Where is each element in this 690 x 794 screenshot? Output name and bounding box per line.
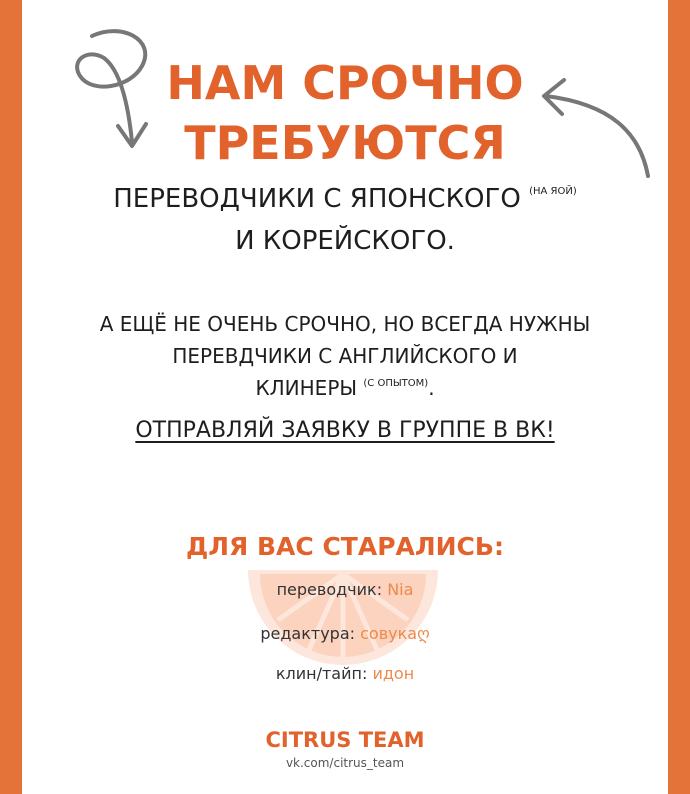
credit-cleaner <box>0 664 690 683</box>
urgent-line-2: И КОРЕЙСКОГО. <box>235 226 455 256</box>
urgent-line-1-text: ПЕРЕВОДЧИКИ С ЯПОНСКОГО <box>113 184 521 214</box>
secondary-line-3-end: . <box>428 376 435 400</box>
secondary-line-3-text: КЛИНЕРЫ <box>255 376 358 400</box>
credits-title: ДЛЯ ВАС СТАРАЛИСЬ: <box>186 532 504 561</box>
secondary-line-3-note: (С ОПЫТОМ) <box>363 378 429 389</box>
secondary-line-3 <box>0 376 690 400</box>
urgent-line-1 <box>0 184 690 214</box>
team-name: CITRUS TEAM <box>265 728 425 752</box>
headline-line-2: ТРЕБУЮТСЯ <box>184 116 506 170</box>
secondary-line-1: А ЕЩЁ НЕ ОЧЕНЬ СРОЧНО, НО ВСЕГДА НУЖНЫ <box>99 312 591 336</box>
credit-editor-label: редактура: <box>260 624 356 643</box>
urgent-line-1-note: (НА ЯОЙ) <box>529 186 577 197</box>
credit-cleaner-label: клин/тайп: <box>275 664 368 683</box>
credit-translator <box>0 580 690 599</box>
credit-translator-label: переводчик: <box>276 580 383 599</box>
cta-text: ОТПРАВЛЯЙ ЗАЯВКУ В ГРУППЕ В ВК! <box>135 418 555 443</box>
team-link[interactable]: vk.com/citrus_team <box>285 756 405 770</box>
secondary-line-2: ПЕРЕВДЧИКИ С АНГЛИЙСКОГО И <box>172 344 518 368</box>
credit-editor <box>0 624 690 643</box>
credit-translator-value: Nia <box>387 580 414 599</box>
credit-cleaner-value: идон <box>372 664 415 683</box>
credit-editor-value: совукаღ <box>360 624 430 643</box>
headline-line-1: НАМ СРОЧНО <box>166 56 524 110</box>
